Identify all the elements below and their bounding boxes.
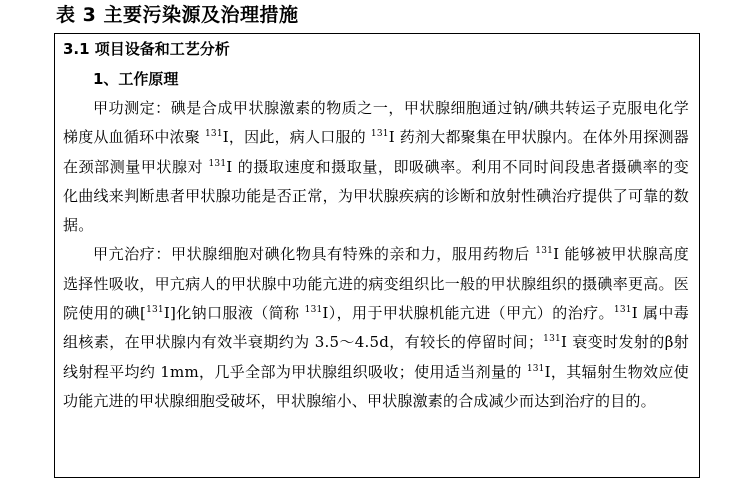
paragraph-2-segment: I 衰变时发射的β射线射程平均约 1mm，几乎全部为甲状腺组织吸收；使用适当剂量的 xyxy=(63,333,689,381)
paragraph-2-segment: I 属中毒组核素，在甲状腺内有效半衰期约为 3.5～4.5d，有较长的停留时间； xyxy=(63,304,689,352)
paragraph-2-segment: I]化钠口服液（简称 xyxy=(163,304,305,323)
isotope-superscript: 131 xyxy=(543,334,561,345)
isotope-superscript: 131 xyxy=(526,363,545,374)
paragraph-1-segment: I 药剂大都聚集在甲状腺内。在体外用探测器在颈部测量甲状腺对 xyxy=(63,128,689,176)
table-title: 表 3 主要污染源及治理措施 xyxy=(56,4,299,26)
isotope-superscript: 131 xyxy=(535,246,554,257)
content-box xyxy=(54,33,700,478)
paragraph-2-segment: 甲亢治疗：甲状腺细胞对碘化物具有特殊的亲和力，服用药物后 xyxy=(93,245,536,264)
paragraph-2-segment: I，其辐射生物效应使功能亢进的甲状腺细胞受破坏，甲状腺缩小、甲状腺激素的合成减少而达到治疗的目的。 xyxy=(63,362,689,410)
paragraph-2-segment: I），用于甲状腺机能亢进（甲亢）的治疗。 xyxy=(322,304,614,323)
isotope-superscript: 131 xyxy=(204,129,223,140)
subheading: 1、工作原理 xyxy=(93,70,179,88)
isotope-superscript: 131 xyxy=(613,305,632,316)
paragraph-2-segment: I 能够被甲状腺高度选择性吸收，甲亢病人的甲状腺中功能亢进的病变组织比一般的甲状腺组织的摄碘率更高。医院使用的碘[ xyxy=(63,245,689,323)
isotope-superscript: 131 xyxy=(370,129,389,140)
paragraph-hyperthyroidism-treatment xyxy=(63,240,689,416)
paragraph-thyroid-function-test xyxy=(63,94,689,240)
body-text xyxy=(63,94,689,416)
paragraph-1-segment: I 的摄取速度和摄取量，即吸碘率。利用不同时间段患者摄碘率的变化曲线来判断患者甲状腺功能是否正常，为甲状腺疾病的诊断和放射性碘治疗提供了可靠的数据。 xyxy=(63,157,689,235)
isotope-superscript: 131 xyxy=(208,158,227,169)
section-heading: 3.1 项目设备和工艺分析 xyxy=(63,40,230,58)
isotope-superscript: 131 xyxy=(304,305,323,316)
isotope-superscript: 131 xyxy=(146,305,164,316)
paragraph-1-segment: I，因此，病人口服的 xyxy=(222,128,371,147)
paragraph-1-segment: 甲功测定：碘是合成甲状腺激素的物质之一，甲状腺细胞通过钠/碘共转运子克服电化学梯度从血循环中浓聚 xyxy=(63,99,689,147)
